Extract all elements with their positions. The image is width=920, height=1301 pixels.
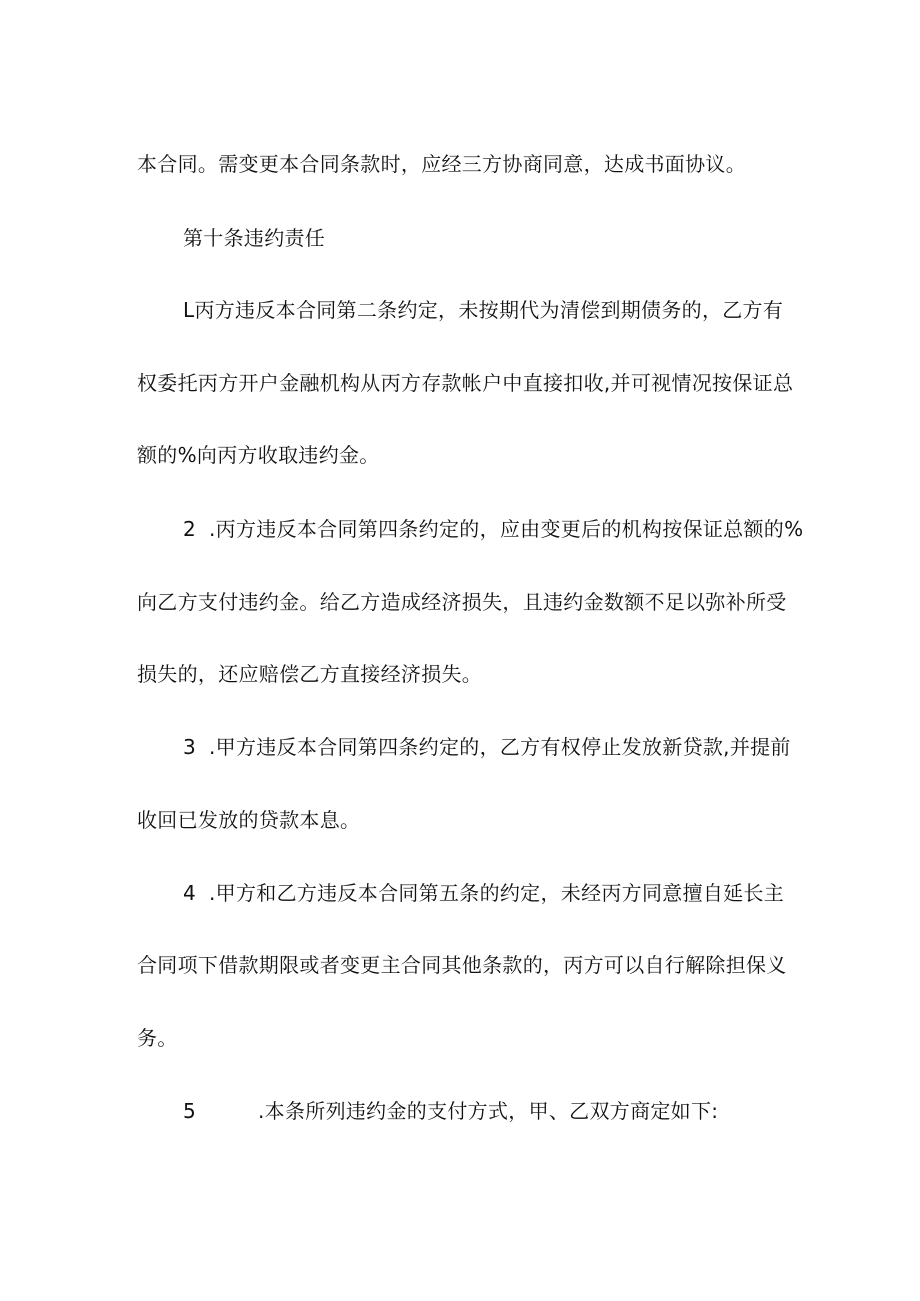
paragraph-line — [183, 733, 843, 761]
line-text: 丙方违反本合同第四条约定的，应由变更后的机构按保证总额的% — [215, 517, 804, 541]
item-number: 3 — [183, 735, 197, 759]
item-dot: . — [258, 1099, 265, 1123]
paragraph-line — [137, 1024, 797, 1052]
line-text: 损失的，还应赔偿乙方直接经济损失。 — [137, 662, 483, 686]
line-text: 向乙方支付违约金。给乙方造成经济损失，且违约金数额不足以弥补所受 — [137, 590, 787, 614]
paragraph-line — [137, 150, 797, 178]
paragraph-line — [137, 369, 797, 397]
section-heading — [183, 224, 843, 252]
paragraph-line — [137, 806, 797, 834]
line-text: 务。 — [137, 1026, 178, 1050]
item-dot: . — [209, 517, 216, 541]
item-dot: . — [209, 735, 216, 759]
paragraph-line — [183, 515, 843, 543]
paragraph-line — [183, 1097, 843, 1125]
paragraph-line — [137, 588, 797, 616]
item-number: 5 — [183, 1099, 197, 1123]
item-dot: . — [209, 881, 216, 905]
line-text: 收回已发放的贷款本息。 — [137, 808, 361, 832]
paragraph-line — [183, 879, 843, 907]
paragraph-line — [183, 296, 843, 324]
line-text: 合同项下借款期限或者变更主合同其他条款的，丙方可以自行解除担保义 — [137, 953, 787, 977]
paragraph-line — [137, 441, 797, 469]
line-text: 额的%向丙方收取违约金。 — [137, 443, 380, 467]
paragraph-line — [137, 951, 797, 979]
item-number: 2 — [183, 517, 197, 541]
line-text: 甲方和乙方违反本合同第五条的约定，未经丙方同意擅自延长主 — [215, 881, 785, 905]
heading-text: 第十条违约责任 — [183, 226, 326, 250]
line-text: 甲方违反本合同第四条约定的，乙方有权停止发放新贷款,并提前 — [215, 735, 791, 759]
line-text: 本条所列违约金的支付方式，甲、乙双方商定如下: — [264, 1099, 719, 1123]
line-text: 权委托丙方开户金融机构从丙方存款帐户中直接扣收,并可视情况按保证总 — [137, 371, 794, 395]
item-number: 4 — [183, 881, 197, 905]
line-text: L丙方违反本合同第二条约定，未按期代为清偿到期债务的，乙方有 — [183, 298, 784, 322]
paragraph-line — [137, 660, 797, 688]
line-text: 本合同。需变更本合同条款时，应经三方协商同意，达成书面协议。 — [137, 152, 746, 176]
